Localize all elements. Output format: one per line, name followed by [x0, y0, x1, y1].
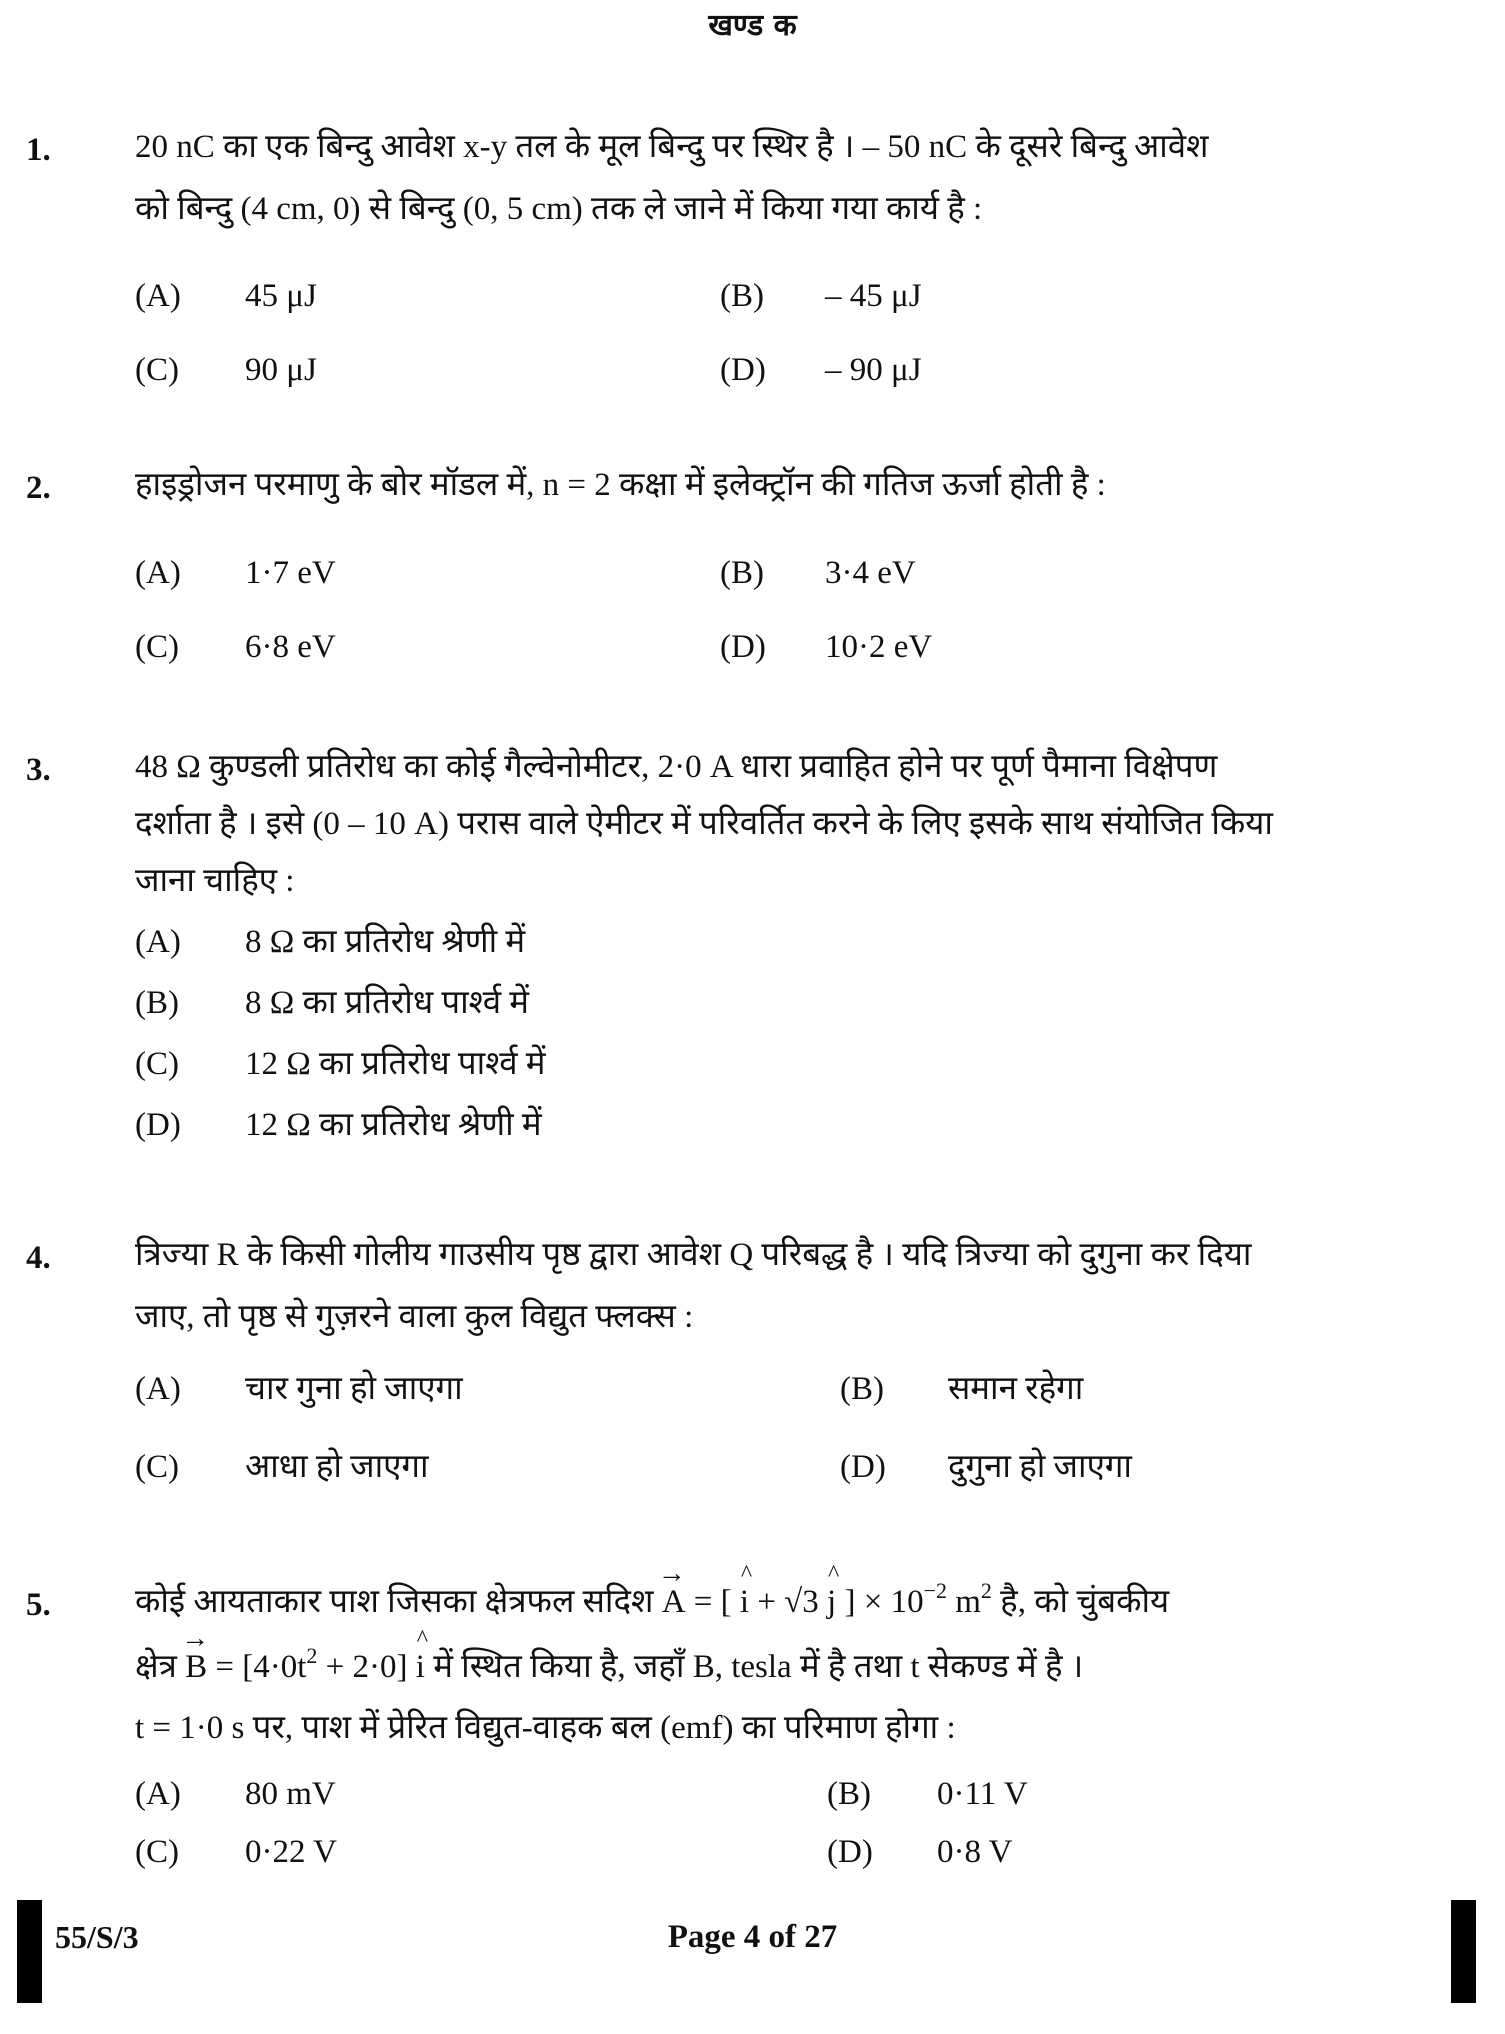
option-value: 3·4 eV	[825, 555, 916, 591]
question-text-line: हाइड्रोजन परमाणु के बोर मॉडल में, n = 2 कक्षा में इलेक्ट्रॉन की गतिज ऊर्जा होती है :	[135, 467, 1106, 503]
question-text-line: 48 Ω कुण्डली प्रतिरोध का कोई गैल्वेनोमीटर, 2·0 A धारा प्रवाहित होने पर पूर्ण पैमाना विक्षेपण	[135, 749, 1218, 785]
option-value: 8 Ω का प्रतिरोध पार्श्व में	[245, 985, 530, 1021]
option-label: (D)	[135, 1107, 181, 1143]
option-label: (D)	[720, 352, 766, 388]
option-label: (D)	[840, 1449, 886, 1485]
section-title: खण्ड क	[708, 8, 797, 43]
hat-icon: ^	[828, 1561, 840, 1587]
paper-code: 55/S/3	[55, 1919, 139, 1955]
option-label: (B)	[840, 1371, 884, 1407]
unit-symbol: j	[827, 1584, 837, 1620]
question-text-line	[135, 1558, 1395, 1622]
question-text-line: जाना चाहिए :	[135, 863, 295, 899]
exponent: −2	[923, 1578, 947, 1603]
question-text-line: 20 nC का एक बिन्दु आवेश x-y तल के मूल बिन्दु पर स्थिर है । – 50 nC के दूसरे बिन्दु आवेश	[135, 129, 1209, 165]
vector-b	[181, 1623, 210, 1687]
exponent: 2	[306, 1643, 318, 1668]
question-number: 3.	[26, 752, 51, 788]
option-value: 0·22 V	[245, 1834, 337, 1870]
exponent: 2	[980, 1578, 992, 1603]
option-label: (A)	[135, 1776, 181, 1812]
option-label: (D)	[720, 629, 766, 665]
option-value: चार गुना हो जाएगा	[245, 1371, 463, 1407]
unit-symbol: i	[415, 1649, 425, 1685]
vector-arrow-icon: →	[657, 1558, 686, 1589]
option-value: 80 mV	[245, 1776, 336, 1812]
option-label: (C)	[135, 352, 179, 388]
option-label: (A)	[135, 278, 181, 314]
text: = [	[685, 1584, 740, 1620]
text: है, को चुंबकीय	[991, 1584, 1170, 1620]
text: ] × 10	[836, 1584, 924, 1620]
option-value: 10·2 eV	[825, 629, 933, 665]
hat-icon: ^	[416, 1626, 429, 1652]
unit-symbol: i	[739, 1584, 750, 1620]
option-label: (B)	[135, 985, 179, 1021]
option-label: (A)	[135, 555, 181, 591]
text: + 2·0]	[317, 1649, 416, 1685]
text: कोई आयताकार पाश जिसका क्षेत्रफल सदिश	[135, 1584, 662, 1620]
option-value: – 45 μJ	[825, 278, 922, 314]
option-value: 0·11 V	[937, 1776, 1028, 1812]
text: + √3	[749, 1584, 828, 1620]
option-label: (B)	[827, 1776, 871, 1812]
option-value: समान रहेगा	[948, 1371, 1084, 1407]
question-text-line: को बिन्दु (4 cm, 0) से बिन्दु (0, 5 cm) तक ले जाने में किया गया कार्य है :	[135, 191, 983, 227]
option-value: – 90 μJ	[825, 352, 922, 388]
question-number: 5.	[26, 1587, 51, 1623]
unit-vector-i	[415, 1626, 429, 1687]
unit-vector-j	[827, 1561, 840, 1622]
text: = [4·0t	[207, 1649, 307, 1685]
option-label: (C)	[135, 629, 179, 665]
option-label: (B)	[720, 278, 764, 314]
vector-symbol: B	[185, 1649, 208, 1685]
text: क्षेत्र	[135, 1649, 186, 1685]
text: में स्थित किया है, जहाँ B, tesla में है तथा t सेकण्ड में है ।	[424, 1649, 1084, 1685]
question-number: 1.	[26, 132, 51, 168]
option-value: 90 μJ	[245, 352, 317, 388]
option-label: (C)	[135, 1834, 179, 1870]
vector-symbol: A	[661, 1584, 686, 1620]
question-text-line: t = 1·0 s पर, पाश में प्रेरित विद्युत-वाहक बल (emf) का परिमाण होगा :	[135, 1710, 956, 1746]
option-label: (A)	[135, 924, 181, 960]
footer-bar-right	[1451, 1900, 1476, 2003]
option-label: (A)	[135, 1371, 181, 1407]
question-text-line: त्रिज्या R के किसी गोलीय गाउसीय पृष्ठ द्वारा आवेश Q परिबद्ध है । यदि त्रिज्या को दुगुना कर दिया	[135, 1237, 1252, 1273]
option-value: 6·8 eV	[245, 629, 336, 665]
option-value: 12 Ω का प्रतिरोध पार्श्व में	[245, 1046, 546, 1082]
option-value: 0·8 V	[937, 1834, 1013, 1870]
question-text-line: जाए, तो पृष्ठ से गुज़रने वाला कुल विद्युत फ्लक्स :	[135, 1299, 694, 1335]
option-value: आधा हो जाएगा	[245, 1449, 429, 1485]
vector-arrow-icon: →	[181, 1623, 210, 1654]
question-text-line	[135, 1623, 1395, 1687]
vector-a	[657, 1558, 686, 1622]
option-value: 12 Ω का प्रतिरोध श्रेणी में	[245, 1107, 542, 1143]
text: m	[947, 1584, 981, 1620]
question-text-line: दर्शाता है । इसे (0 – 10 A) परास वाले ऐमीटर में परिवर्तित करने के लिए इसके साथ संयोजित किया	[135, 806, 1273, 842]
option-value: दुगुना हो जाएगा	[948, 1449, 1132, 1485]
option-value: 45 μJ	[245, 278, 317, 314]
option-value: 1·7 eV	[245, 555, 336, 591]
option-label: (C)	[135, 1449, 179, 1485]
hat-icon: ^	[740, 1561, 753, 1587]
option-value: 8 Ω का प्रतिरोध श्रेणी में	[245, 924, 526, 960]
option-label: (B)	[720, 555, 764, 591]
question-number: 4.	[26, 1240, 51, 1276]
page-number: Page 4 of 27	[667, 1919, 838, 1955]
unit-vector-i	[739, 1561, 753, 1622]
option-label: (C)	[135, 1046, 179, 1082]
question-number: 2.	[26, 470, 51, 506]
option-label: (D)	[827, 1834, 873, 1870]
